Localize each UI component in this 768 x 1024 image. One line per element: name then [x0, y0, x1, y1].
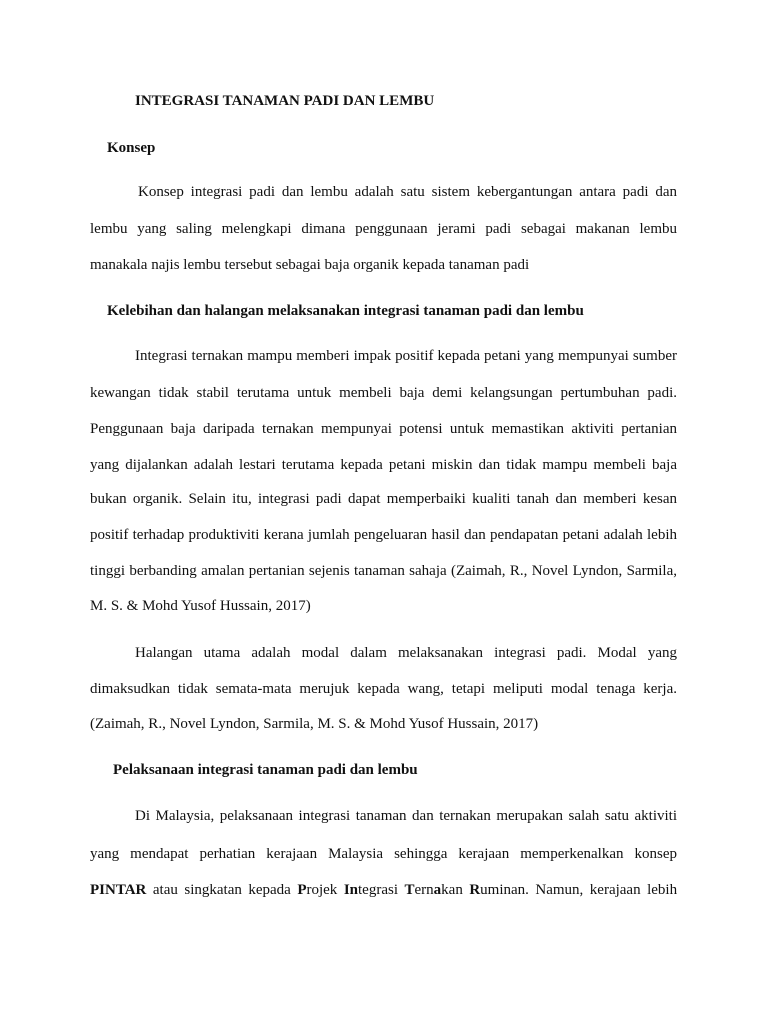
section-heading-kelebihan: Kelebihan dan halangan melaksanakan integrasi tanaman padi dan lembu — [107, 303, 584, 319]
paragraph-line: tinggi berbanding amalan pertanian sejenis tanaman sahaja (Zaimah, R., Novel Lyndon, Sarmila, — [90, 563, 677, 579]
section-heading-konsep: Konsep — [107, 140, 156, 156]
paragraph-line: Konsep integrasi padi dan lembu adalah satu sistem kebergantungan antara padi dan — [138, 184, 677, 200]
pintar-middle: atau singkatan kepada — [152, 882, 291, 898]
paragraph-line: bukan organik. Selain itu, integrasi padi dapat memperbaiki kualiti tanah dan memberi kesan — [90, 491, 677, 507]
paragraph-line: Penggunaan baja daripada ternakan mempunyai potensi untuk memastikan aktiviti pertanian — [90, 421, 677, 437]
paragraph-line: kewangan tidak stabil terutama untuk membeli baja demi kelangsungan pertumbuhan padi. — [90, 385, 677, 401]
paragraph-line: positif terhadap produktiviti kerana jumlah pengeluaran hasil dan pendapatan petani adalah lebih — [90, 527, 677, 543]
paragraph-line: Di Malaysia, pelaksanaan integrasi tanaman dan ternakan merupakan salah satu aktiviti — [135, 808, 677, 824]
pintar-in: In — [343, 882, 358, 898]
paragraph-line: yang mendapat perhatian kerajaan Malaysia sehingga kerajaan memperkenalkan konsep — [90, 846, 677, 862]
paragraph-line: manakala najis lembu tersebut sebagai baja organik kepada tanaman padi — [90, 257, 530, 273]
pintar-r-rest: uminan. Namun, kerajaan lebih — [480, 882, 678, 898]
pintar-p-rest: rojek — [306, 882, 338, 898]
paragraph-line: M. S. & Mohd Yusof Hussain, 2017) — [90, 598, 311, 614]
pintar-acronym: PINTAR — [90, 882, 147, 898]
paragraph-line: dimaksudkan tidak semata-mata merujuk kepada wang, tetapi meliputi modal tenaga kerja. — [90, 681, 677, 697]
pintar-t-rest1: ern — [414, 882, 434, 898]
section-heading-pelaksanaan: Pelaksanaan integrasi tanaman padi dan lembu — [113, 762, 418, 778]
pintar-in-rest: tegrasi — [358, 882, 398, 898]
pintar-a: a — [433, 882, 442, 898]
paragraph-line: (Zaimah, R., Novel Lyndon, Sarmila, M. S. & Mohd Yusof Hussain, 2017) — [90, 716, 539, 732]
pintar-p: P — [297, 882, 307, 898]
pintar-t-rest2: kan — [441, 882, 463, 898]
pintar-t: T — [404, 882, 415, 898]
document-title: INTEGRASI TANAMAN PADI DAN LEMBU — [135, 93, 435, 109]
paragraph-line: lembu yang saling melengkapi dimana penggunaan jerami padi sebagai makanan lembu — [90, 221, 677, 237]
pintar-r: R — [469, 882, 481, 898]
paragraph-line: Integrasi ternakan mampu memberi impak positif kepada petani yang mempunyai sumber — [135, 348, 677, 364]
pintar-line — [90, 881, 677, 899]
paragraph-line: yang dijalankan adalah lestari terutama kepada petani miskin dan tidak mampu membeli baja — [90, 457, 677, 473]
paragraph-line: Halangan utama adalah modal dalam melaksanakan integrasi padi. Modal yang — [135, 645, 677, 661]
